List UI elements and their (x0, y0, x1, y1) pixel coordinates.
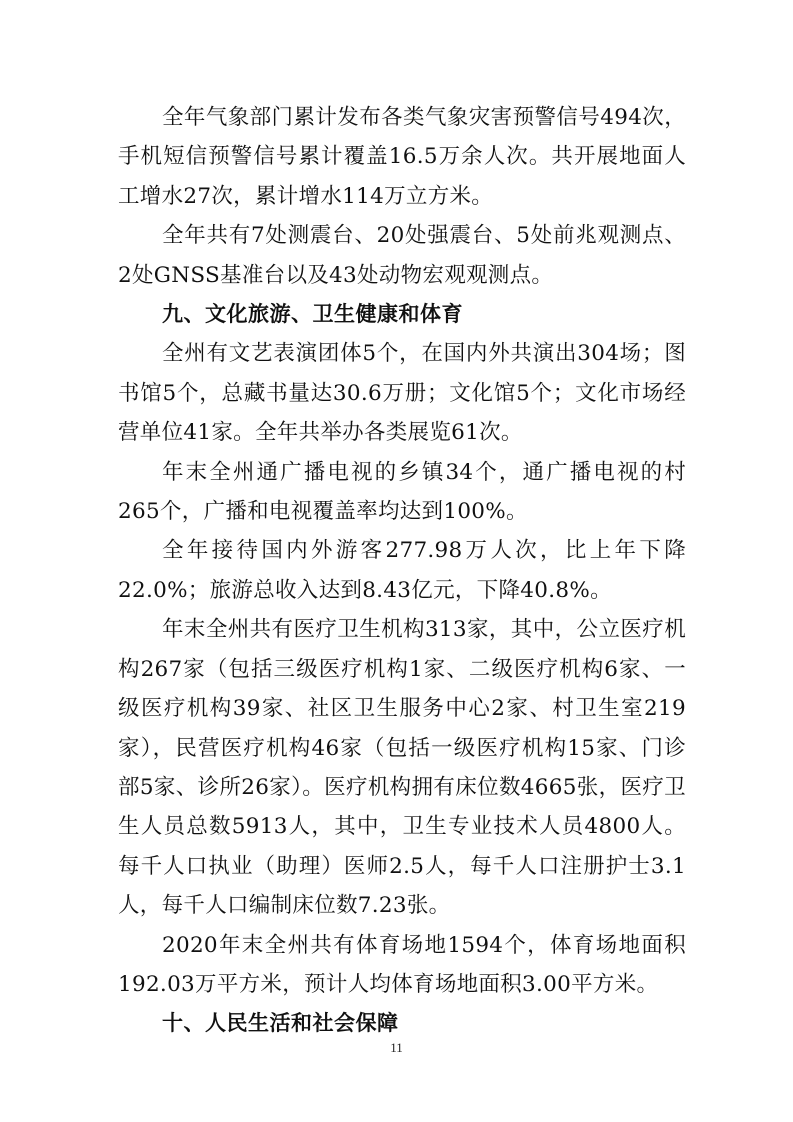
section-heading-culture-health-sports: 九、文化旅游、卫生健康和体育 (162, 302, 463, 327)
paragraph-tourism: 全年接待国内外游客277.98万人次，比上年下降22.0%；旅游总收入达到8.43亿元，下降40.8%。 (118, 538, 686, 603)
paragraph-weather-warnings: 全年气象部门累计发布各类气象灾害预警信号494次，手机短信预警信号累计覆盖16.5万余人次。共开展地面人工增水27次，累计增水114万立方米。 (118, 105, 686, 209)
paragraph-culture-venues: 全州有文艺表演团体5个，在国内外共演出304场；图书馆5个，总藏书量达30.6万册；文化馆5个；文化市场经营单位41家。全年共举办各类展览61次。 (118, 341, 686, 446)
section-heading-living-social-security: 十、人民生活和社会保障 (162, 1011, 399, 1036)
paragraph-broadcast-coverage: 年末全州通广播电视的乡镇34个，通广播电视的村265个，广播和电视覆盖率均达到100%。 (118, 459, 686, 525)
page-number: 11 (390, 1040, 403, 1055)
paragraph-sports-venues: 2020年末全州共有体育场地1594个，体育场地面积192.03万平方米，预计人均体育场地面积3.00平方米。 (118, 932, 686, 997)
paragraph-seismic-stations: 全年共有7处测震台、20处强震台、5处前兆观测点、2处GNSS基准台以及43处动物宏观观测点。 (118, 223, 686, 288)
paragraph-medical-institutions: 年末全州共有医疗卫生机构313家，其中，公立医疗机构267家（包括三级医疗机构1家、二级医疗机构6家、一级医疗机构39家、社区卫生服务中心2家、村卫生室219家），民营医疗机构46家（包括一级医疗机构15家、门诊部5家、诊所26家）。医疗机构拥有床位数4665张，医疗卫生人员总数5913人，其中，卫生专业技术人员4800人。每千人口执业（助理）医师2.5人，每千人口注册护士3.1人，每千人口编制床位数7.23张。 (118, 617, 686, 919)
document-body (118, 98, 686, 1044)
